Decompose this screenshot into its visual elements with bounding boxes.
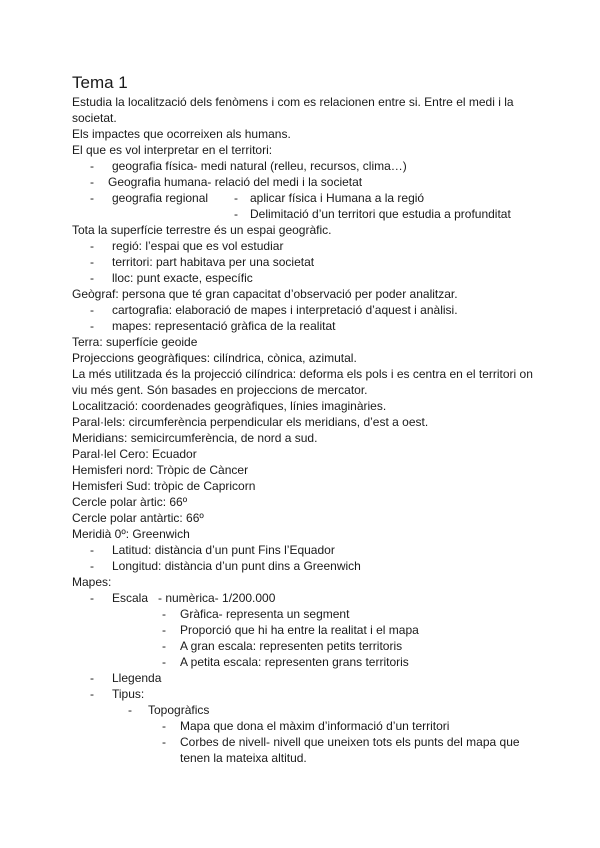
bullet: - (90, 239, 94, 253)
list-item (72, 638, 542, 654)
bullet: - (234, 207, 238, 221)
text-line: Mapes: (72, 575, 112, 589)
list-item (72, 190, 542, 206)
document-page (72, 72, 542, 766)
list-item (72, 654, 542, 670)
list-item-text: Tipus: (112, 687, 145, 701)
text-line: Geògraf: persona que té gran capacitat d’observació per poder analitzar. (72, 287, 458, 301)
bullet: - (90, 671, 94, 685)
sub-item (234, 206, 511, 222)
list-item (72, 302, 542, 318)
list-item (72, 622, 542, 638)
bullet: - (162, 719, 166, 733)
list-item-text: Mapa que dona el màxim d’informació d’un territori (180, 719, 450, 733)
intro-line: El que es vol interpretar en el territori: (72, 143, 273, 157)
bullet: - (162, 607, 166, 621)
intro-line: Els impactes que ocorreixen als humans. (72, 127, 291, 141)
list-item-text: Corbes de nivell- nivell que uneixen tots els punts del mapa que tenen la mateixa altitud. (180, 735, 520, 765)
bullet: - (162, 655, 166, 669)
list-item-text: Escala (112, 591, 149, 605)
text-line: Hemisferi Sud: tròpic de Capricorn (72, 479, 256, 493)
list-item-text: mapes: representació gràfica de la realitat (112, 319, 336, 333)
list-item-text: Llegenda (112, 671, 162, 685)
bullet: - (90, 271, 94, 285)
list-item-text: geografia física- medi natural (relleu, recursos, clima…) (112, 159, 407, 173)
list-item (72, 718, 542, 734)
bullet: - (90, 319, 94, 333)
list-item (72, 702, 542, 718)
list-item (72, 542, 542, 558)
list-item-text: Latitud: distància d’un punt Fins l’Equador (112, 543, 335, 557)
list-item-text: A petita escala: representen grans territoris (180, 655, 409, 669)
text-line: Cercle polar àrtic: 66º (72, 495, 188, 509)
list-item-text: cartografia: elaboració de mapes i interpretació d’aquest i anàlisi. (112, 303, 458, 317)
page-title: Tema 1 (72, 73, 128, 92)
list-item (72, 670, 542, 686)
text-line: Cercle polar antàrtic: 66º (72, 511, 204, 525)
text-line: Hemisferi nord: Tròpic de Càncer (72, 463, 249, 477)
text-line: Paral·lel Cero: Ecuador (72, 447, 197, 461)
text-line: Localització: coordenades geogràfiques, línies imaginàries. (72, 399, 387, 413)
bullet: - (90, 159, 94, 173)
bullet: - (128, 703, 132, 717)
intro-line: Estudia la localització dels fenòmens i com es relacionen entre si. Entre el medi i la societat. (72, 95, 514, 125)
bullet: - (90, 591, 94, 605)
list-item (72, 238, 542, 254)
list-item (72, 158, 542, 174)
text-line: Projeccions geogràfiques: cilíndrica, cònica, azimutal. (72, 351, 357, 365)
bullet: - (90, 543, 94, 557)
text-line: Paral·lels: circumferència perpendicular els meridians, d’est a oest. (72, 415, 429, 429)
bullet: - (90, 559, 94, 573)
list-item-text: Topogràfics (148, 703, 210, 717)
list-item-text: geografia regional (112, 191, 209, 205)
bullet: - (162, 639, 166, 653)
sub-item (234, 190, 424, 206)
list-item (72, 686, 542, 702)
text-line: Meridians: semicircumferència, de nord a sud. (72, 431, 318, 445)
list-item (72, 206, 542, 222)
list-item (72, 734, 542, 766)
sub-item-text: Delimitació d’un territori que estudia a profunditat (250, 207, 511, 221)
list-item (72, 174, 542, 190)
list-item-text: territori: part habitava per una societat (112, 255, 315, 269)
bullet: - (90, 175, 94, 189)
bullet: - (90, 255, 94, 269)
sub-item-text: - numèrica- 1/200.000 (158, 591, 276, 605)
list-item-text: Proporció que hi ha entre la realitat i el mapa (180, 623, 419, 637)
bullet: - (90, 191, 94, 205)
text-line: La més utilitzada és la projecció cilíndrica: deforma els pols i es centra en el territori on viu més gent. Són basades en projeccions de mercator. (72, 367, 533, 397)
list-item (72, 318, 542, 334)
text-line: Tota la superfície terrestre és un espai geogràfic. (72, 223, 332, 237)
text-line: Terra: superfície geoide (72, 335, 198, 349)
bullet: - (90, 687, 94, 701)
list-item-text: lloc: punt exacte, específic (112, 271, 253, 285)
text-line: Meridià 0º: Greenwich (72, 527, 190, 541)
bullet: - (162, 623, 166, 637)
list-item (72, 254, 542, 270)
list-item-text: A gran escala: representen petits territoris (180, 639, 403, 653)
list-item-text: regió: l’espai que es vol estudiar (112, 239, 284, 253)
list-item (72, 590, 542, 606)
list-item (72, 270, 542, 286)
bullet: - (90, 303, 94, 317)
sub-item-text: aplicar física i Humana a la regió (250, 191, 425, 205)
bullet: - (162, 735, 166, 749)
list-item-text: Geografia humana- relació del medi i la societat (108, 175, 363, 189)
list-item-text: Longitud: distància d’un punt dins a Greenwich (112, 559, 361, 573)
list-item (72, 606, 542, 622)
list-item (72, 558, 542, 574)
list-item-text: Gràfica- representa un segment (180, 607, 350, 621)
bullet: - (234, 191, 238, 205)
